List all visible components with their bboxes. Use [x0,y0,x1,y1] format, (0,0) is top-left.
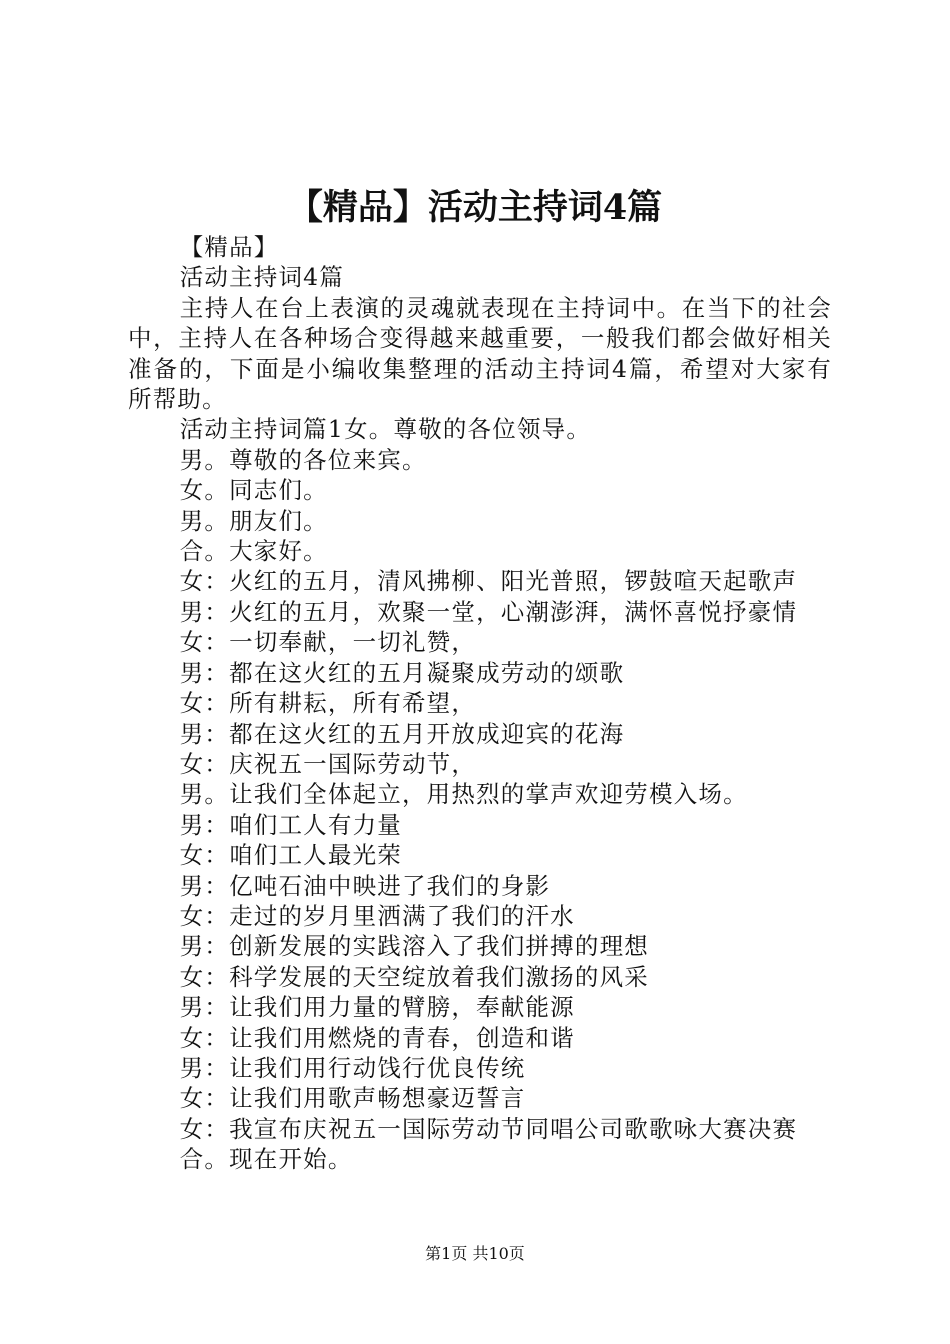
paragraph: 合。现在开始。 [179,1145,353,1174]
page-footer: 第1页 共10页 [425,1244,525,1263]
paragraph: 女：火红的五月，清风拂柳、阳光普照，锣鼓喧天起歌声 [179,567,798,596]
paragraph: 男：让我们用行动饯行优良传统 [179,1053,526,1082]
paragraph: 男：创新发展的实践溶入了我们拼搏的理想 [179,932,649,961]
paragraph: 男。让我们全体起立，用热烈的掌声欢迎劳模入场。 [179,780,748,809]
paragraph: 男：都在这火红的五月开放成迎宾的花海 [179,719,625,748]
paragraph: 活动主持词篇1女。尊敬的各位领导。 [179,415,592,444]
paragraph: 女。同志们。 [179,476,328,505]
paragraph: 活动主持词4篇 [179,263,345,292]
paragraph: 男：亿吨石油中映进了我们的身影 [179,871,551,900]
paragraph: 男：咱们工人有力量 [179,810,402,839]
paragraph: 【精品】 [179,233,279,261]
paragraph: 女：咱们工人最光荣 [179,841,402,870]
paragraph: 女：科学发展的天空绽放着我们激扬的风采 [179,962,649,991]
intro-paragraph: 主持人在台上表演的灵魂就表现在主持词中。在当下的社会中，主持人在各种场合变得越来越重要，一般我们都会做好相关准备的，下面是小编收集整理的活动主持词4篇，希望对大家有所帮助。 [128,293,832,414]
paragraph: 女：让我们用燃烧的青春，创造和谐 [179,1023,575,1052]
paragraph: 男：让我们用力量的臂膀，奉献能源 [179,993,575,1022]
paragraph: 女：庆祝五一国际劳动节， [179,749,477,778]
paragraph: 女：一切奉献，一切礼赞， [179,628,477,657]
paragraph: 女：走过的岁月里洒满了我们的汗水 [179,901,575,930]
paragraph: 女：让我们用歌声畅想豪迈誓言 [179,1084,526,1113]
document-title: 【精品】活动主持词4篇 [287,187,663,228]
paragraph: 男。尊敬的各位来宾。 [179,445,427,474]
document-body [128,232,832,1175]
paragraph: 女：我宣布庆祝五一国际劳动节同唱公司歌歌咏大赛决赛 [179,1114,798,1143]
paragraph: 合。大家好。 [179,537,328,566]
paragraph: 男：火红的五月，欢聚一堂，心潮澎湃，满怀喜悦抒豪情 [179,597,798,626]
paragraph: 女：所有耕耘，所有希望， [179,689,477,718]
paragraph: 男：都在这火红的五月凝聚成劳动的颂歌 [179,658,625,687]
paragraph: 男。朋友们。 [179,506,328,535]
